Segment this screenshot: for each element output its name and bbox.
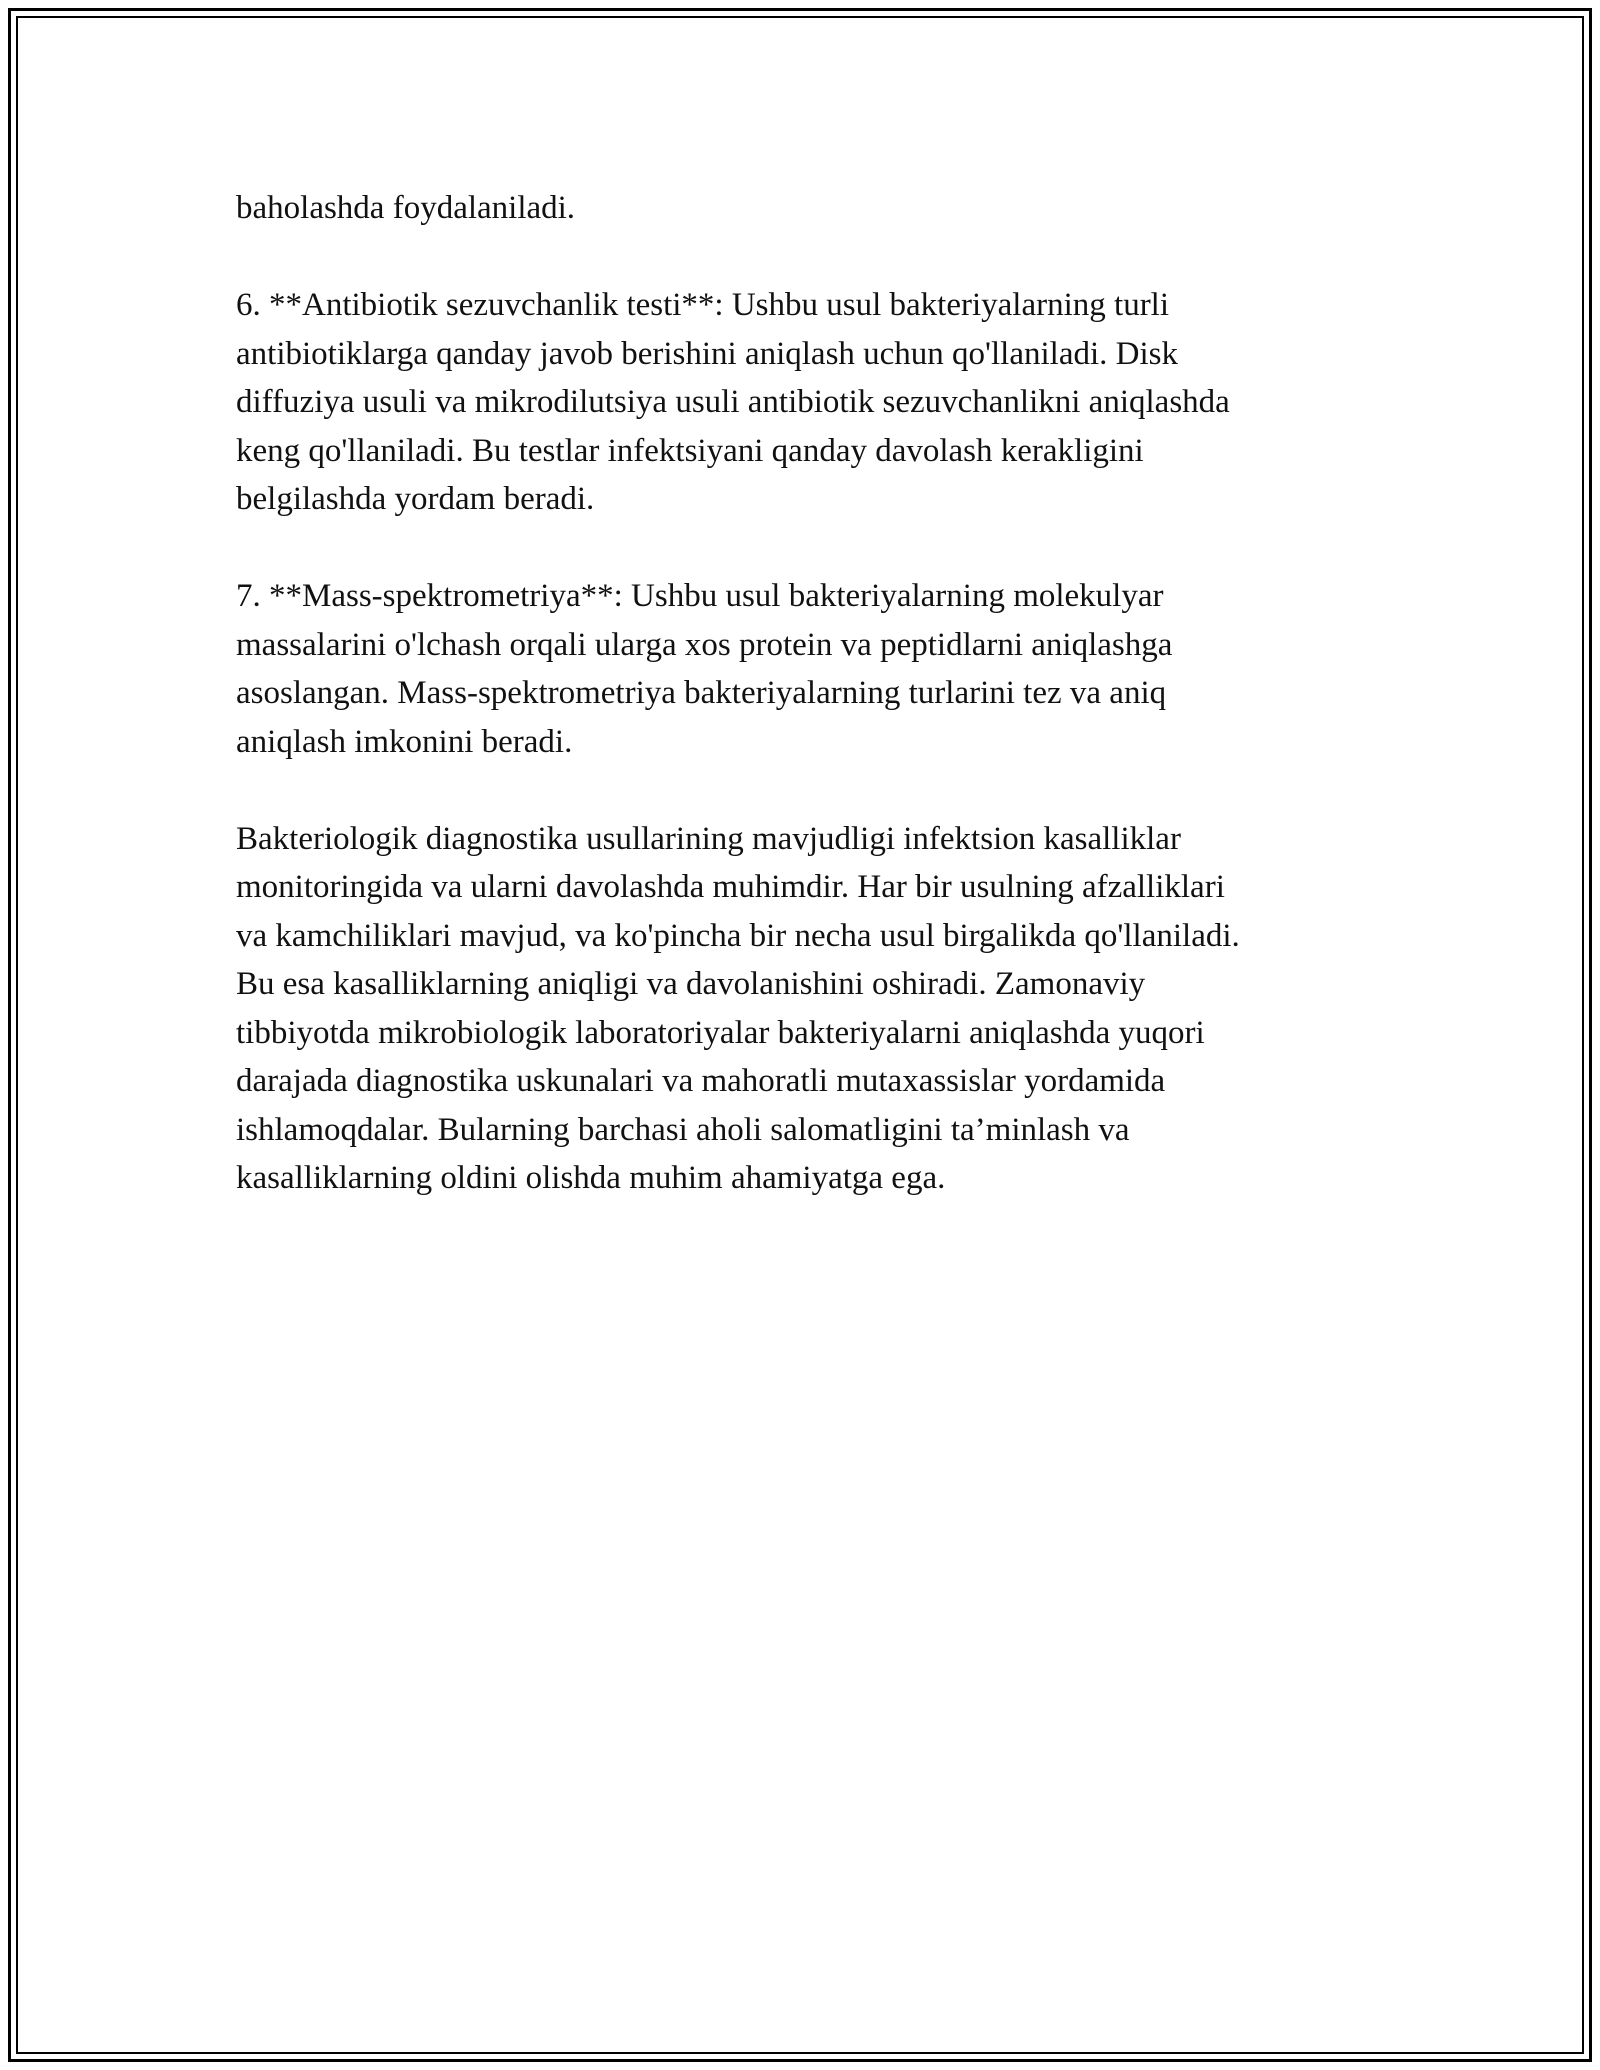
paragraph-item-7 <box>236 572 1376 766</box>
text-line: Bu esa kasalliklarning aniqligi va davolanishini oshiradi. Zamonaviy <box>236 966 1146 1002</box>
text-line: kasalliklarning oldini olishda muhim ahamiyatga ega. <box>236 1160 946 1196</box>
text-line: va kamchiliklari mavjud, va ko'pincha bir necha usul birgalikda qo'llaniladi. <box>236 917 1240 954</box>
text-line: darajada diagnostika uskunalari va mahoratli mutaxassislar yordamida <box>236 1063 1166 1099</box>
paragraph-spacer <box>236 233 1376 282</box>
text-line: baholashda foydalaniladi. <box>236 190 576 226</box>
text-line: diffuziya usuli va mikrodilutsiya usuli antibiotik sezuvchanlikni aniqlashda <box>236 384 1230 420</box>
text-line: massalarini o'lchash orqali ularga xos protein va peptidlarni aniqlashga <box>236 626 1173 663</box>
text-line: aniqlash imkonini beradi. <box>236 723 573 760</box>
text-line: ishlamoqdalar. Bularning barchasi aholi salomatligini ta’minlash va <box>236 1111 1130 1148</box>
paragraph-spacer <box>236 766 1376 815</box>
text-line: Bakteriologik diagnostika usullarining mavjudligi infektsion kasalliklar <box>236 820 1181 857</box>
paragraph-conclusion <box>236 815 1376 1203</box>
text-line: asoslangan. Mass-spektrometriya bakteriyalarning turlarini tez va aniq <box>236 675 1167 711</box>
paragraph-spacer <box>236 524 1376 573</box>
text-line: antibiotiklarga qanday javob berishini aniqlash uchun qo'llaniladi. Disk <box>236 335 1178 372</box>
text-line: 7. **Mass-spektrometriya**: Ushbu usul bakteriyalarning molekulyar <box>236 578 1164 614</box>
text-line: keng qo'llaniladi. Bu testlar infektsiyani qanday davolash kerakligini <box>236 432 1144 469</box>
text-line: tibbiyotda mikrobiologik laboratoriyalar bakteriyalarni aniqlashda yuqori <box>236 1014 1205 1051</box>
document-body <box>236 184 1376 1203</box>
paragraph-item-6 <box>236 281 1376 524</box>
paragraph-continuation <box>236 184 1376 233</box>
text-line: belgilashda yordam beradi. <box>236 481 595 517</box>
text-line: monitoringida va ularni davolashda muhimdir. Har bir usulning afzalliklari <box>236 869 1225 905</box>
text-line: 6. **Antibiotik sezuvchanlik testi**: Ushbu usul bakteriyalarning turli <box>236 287 1170 323</box>
